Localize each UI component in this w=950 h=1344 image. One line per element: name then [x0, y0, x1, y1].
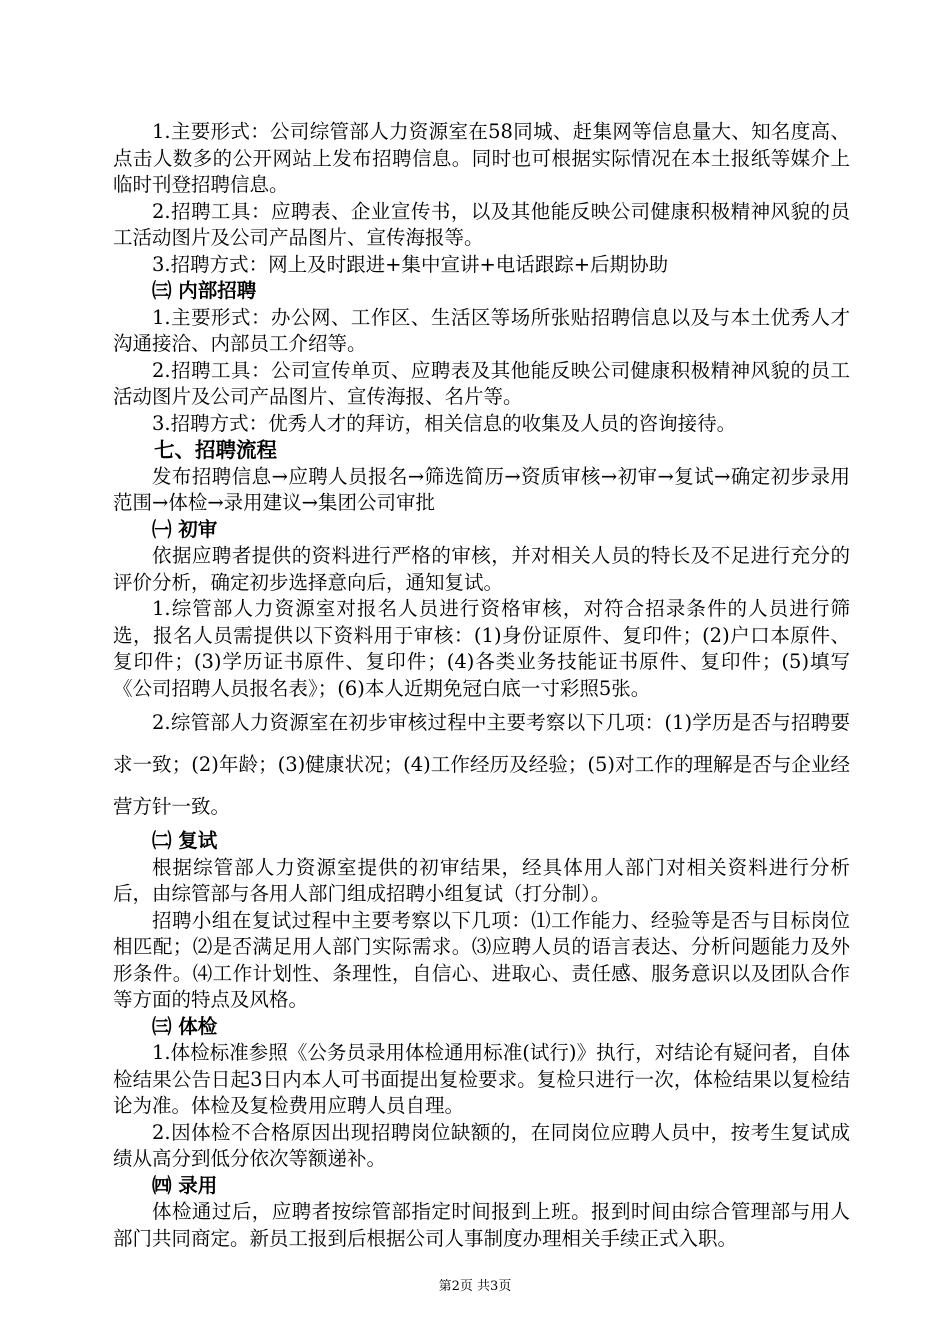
body-paragraph: 3.招聘方式：优秀人才的拜访，相关信息的收集及人员的咨询接待。 — [152, 411, 737, 435]
section-heading: ㈣ 录用 — [152, 1173, 218, 1197]
body-paragraph: 3.招聘方式：网上及时跟进+集中宣讲+电话跟踪+后期协助 — [152, 252, 669, 276]
body-paragraph: 2.因体检不合格原因出现招聘岗位缺额的，在同岗位应聘人员中，按考生复试成绩从高分到低分依次等额递补。 — [113, 1120, 850, 1170]
body-paragraph: 1.体检标准参照《公务员录用体检通用标准(试行)》执行，对结论有疑问者，自体检结果公告日起3日内本人可书面提出复检要求。复检只进行一次，体检结果以复检结论为准。体检及复检费用应聘人员自理。 — [113, 1041, 850, 1117]
body-paragraph: 2.招聘工具：公司宣传单页、应聘表及其他能反映公司健康积极精神风貌的员工活动图片及公司产品图片、宣传海报、名片等。 — [113, 358, 850, 408]
body-paragraph: 招聘小组在复试过程中主要考察以下几项：⑴工作能力、经验等是否与目标岗位相匹配；⑵是否满足用人部门实际需求。⑶应聘人员的语言表达、分析问题能力及外形条件。⑷工作计划性、条理性，自信心、进取心、责任感、服务意识以及团队合作等方面的特点及风格。 — [113, 908, 850, 1011]
body-paragraph: 根据综管部人力资源室提供的初审结果，经具体用人部门对相关资料进行分析后，由综管部与各用人部门组成招聘小组复试（打分制）。 — [113, 855, 850, 905]
body-paragraph: 1.主要形式：办公网、工作区、生活区等场所张贴招聘信息以及与本土优秀人才沟通接洽、内部员工介绍等。 — [113, 305, 850, 355]
body-paragraph: 体检通过后，应聘者按综管部指定时间报到上班。报到时间由综合管理部与用人部门共同商定。新员工报到后根据公司人事制度办理相关手续正式入职。 — [113, 1200, 850, 1250]
section-heading: ㈡ 复试 — [152, 829, 218, 852]
body-paragraph: 依据应聘者提供的资料进行严格的审核，并对相关人员的特长及不足进行充分的评价分析，确定初步选择意向后，通知复试。 — [113, 544, 850, 594]
document-body — [113, 119, 850, 1252]
body-paragraph: 1.综管部人力资源室对报名人员进行资格审核，对符合招录条件的人员进行筛选，报名人员需提供以下资料用于审核：(1)身份证原件、复印件；(2)户口本原件、复印件；(3)学历证书原件、复印件；(4)各类业务技能证书原件、复印件；(5)填写《公司招聘人员报名表》；(6)本人近期免冠白底一寸彩照5张。 — [113, 597, 850, 700]
chapter-heading: 七、招聘流程 — [154, 438, 277, 462]
body-paragraph: 2.综管部人力资源室在初步审核过程中主要考察以下几项：(1)学历是否与招聘要求一致；(2)年龄；(3)健康状况；(4)工作经历及经验；(5)对工作的理解是否与企业经营方针一致。 — [113, 711, 850, 818]
body-paragraph: 2.招聘工具：应聘表、企业宣传书，以及其他能反映公司健康积极精神风貌的员工活动图片及公司产品图片、宣传海报等。 — [113, 199, 850, 249]
body-paragraph: 1.主要形式：公司综管部人力资源室在58同城、赶集网等信息量大、知名度高、点击人数多的公开网站上发布招聘信息。同时也可根据实际情况在本土报纸等媒介上临时刊登招聘信息。 — [113, 120, 850, 196]
section-heading: ㈠ 初审 — [152, 517, 218, 541]
body-paragraph: 发布招聘信息→应聘人员报名→筛选简历→资质审核→初审→复试→确定初步录用范围→体检→录用建议→集团公司审批 — [113, 464, 850, 514]
page-footer: 第2页 共3页 — [438, 1279, 512, 1294]
section-heading: ㈢ 体检 — [152, 1014, 218, 1038]
section-heading: ㈢ 内部招聘 — [152, 279, 257, 302]
